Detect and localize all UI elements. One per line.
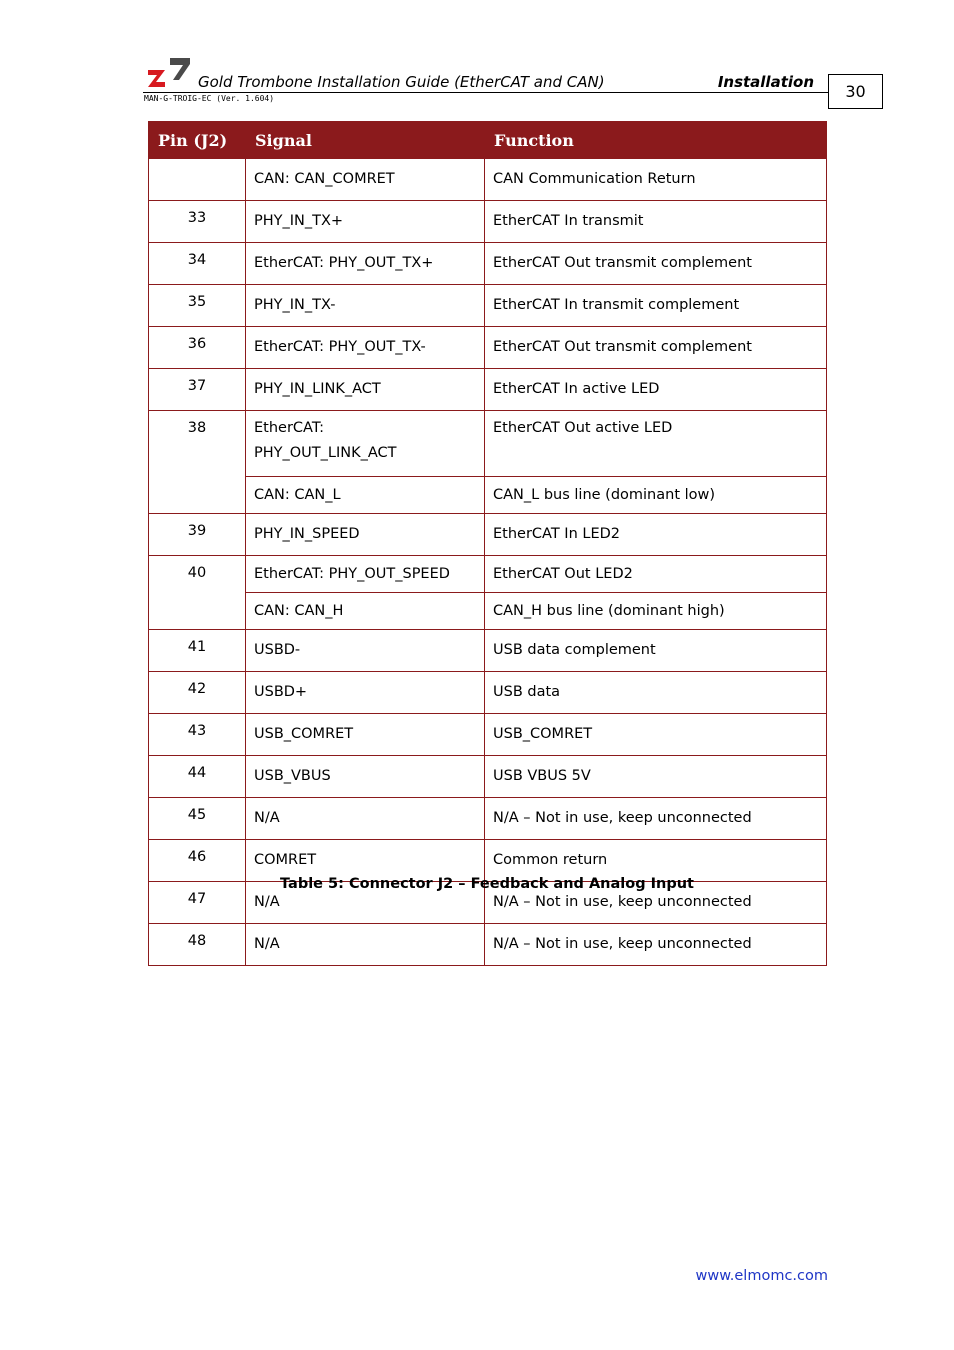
table-row xyxy=(149,672,827,714)
pin-cell: 42 xyxy=(149,672,246,714)
pin-cell: 43 xyxy=(149,714,246,756)
table-row xyxy=(149,593,827,630)
signal-cell xyxy=(246,411,485,477)
table-row xyxy=(149,630,827,672)
table-row xyxy=(149,798,827,840)
signal-cell: PHY_IN_TX+ xyxy=(246,201,485,243)
signal-cell: PHY_IN_LINK_ACT xyxy=(246,369,485,411)
pin-cell: 44 xyxy=(149,756,246,798)
pin-cell: 35 xyxy=(149,285,246,327)
pin-cell: 41 xyxy=(149,630,246,672)
function-cell: CAN_L bus line (dominant low) xyxy=(485,477,827,514)
pin-cell: 33 xyxy=(149,201,246,243)
table-row xyxy=(149,159,827,201)
pin-cell: 37 xyxy=(149,369,246,411)
signal-cell: EtherCAT: PHY_OUT_TX- xyxy=(246,327,485,369)
function-cell: USB_COMRET xyxy=(485,714,827,756)
pin-cell: 48 xyxy=(149,924,246,966)
signal-cell: N/A xyxy=(246,798,485,840)
signal-line: EtherCAT: xyxy=(254,420,324,436)
signal-cell: USB_VBUS xyxy=(246,756,485,798)
page-number: 30 xyxy=(828,74,883,109)
column-header-pin: Pin (J2) xyxy=(149,122,246,159)
function-cell: USB data xyxy=(485,672,827,714)
table-row xyxy=(149,369,827,411)
signal-cell: PHY_IN_TX- xyxy=(246,285,485,327)
signal-cell: USBD- xyxy=(246,630,485,672)
pin-cell: 40 xyxy=(149,556,246,630)
pin-cell: 36 xyxy=(149,327,246,369)
function-cell: USB VBUS 5V xyxy=(485,756,827,798)
pin-cell: 38 xyxy=(149,411,246,514)
elmo-logo-icon xyxy=(148,58,190,88)
function-cell: EtherCAT Out active LED xyxy=(485,411,827,477)
function-cell: N/A – Not in use, keep unconnected xyxy=(485,882,827,924)
signal-cell: COMRET xyxy=(246,840,485,882)
pin-cell xyxy=(149,159,246,201)
signal-line: PHY_OUT_LINK_ACT xyxy=(254,445,397,461)
function-cell: CAN Communication Return xyxy=(485,159,827,201)
signal-cell: CAN: CAN_H xyxy=(246,593,485,630)
function-cell: EtherCAT In LED2 xyxy=(485,514,827,556)
table-row xyxy=(149,514,827,556)
signal-cell: EtherCAT: PHY_OUT_TX+ xyxy=(246,243,485,285)
function-cell: Common return xyxy=(485,840,827,882)
signal-cell: USBD+ xyxy=(246,672,485,714)
table-row xyxy=(149,556,827,593)
document-title: Gold Trombone Installation Guide (EtherCAT and CAN) xyxy=(198,73,605,91)
section-label: Installation xyxy=(717,73,814,91)
function-cell: N/A – Not in use, keep unconnected xyxy=(485,798,827,840)
signal-cell: N/A xyxy=(246,882,485,924)
function-cell: N/A – Not in use, keep unconnected xyxy=(485,924,827,966)
signal-cell: CAN: CAN_L xyxy=(246,477,485,514)
signal-cell: EtherCAT: PHY_OUT_SPEED xyxy=(246,556,485,593)
pin-cell: 45 xyxy=(149,798,246,840)
signal-cell: PHY_IN_SPEED xyxy=(246,514,485,556)
document-id: MAN-G-TROIG-EC (Ver. 1.604) xyxy=(144,94,275,103)
signal-cell: USB_COMRET xyxy=(246,714,485,756)
function-cell: CAN_H bus line (dominant high) xyxy=(485,593,827,630)
table-header-row xyxy=(149,122,827,159)
table-row xyxy=(149,411,827,477)
pin-cell: 47 xyxy=(149,882,246,924)
connector-j2-table xyxy=(148,121,827,966)
header-divider xyxy=(143,92,828,93)
function-cell: EtherCAT In transmit complement xyxy=(485,285,827,327)
signal-cell: CAN: CAN_COMRET xyxy=(246,159,485,201)
pin-cell: 39 xyxy=(149,514,246,556)
function-cell: EtherCAT In transmit xyxy=(485,201,827,243)
table-row xyxy=(149,714,827,756)
website-link[interactable]: www.elmomc.com xyxy=(695,1268,828,1284)
column-header-function: Function xyxy=(485,122,827,159)
table-row xyxy=(149,924,827,966)
function-cell: EtherCAT In active LED xyxy=(485,369,827,411)
table-row xyxy=(149,756,827,798)
table-caption: Table 5: Connector J2 – Feedback and Analog Input xyxy=(280,876,694,892)
function-cell: USB data complement xyxy=(485,630,827,672)
pin-cell: 34 xyxy=(149,243,246,285)
column-header-signal: Signal xyxy=(246,122,485,159)
function-cell: EtherCAT Out transmit complement xyxy=(485,243,827,285)
signal-cell: N/A xyxy=(246,924,485,966)
function-cell: EtherCAT Out LED2 xyxy=(485,556,827,593)
table-row xyxy=(149,201,827,243)
function-cell: EtherCAT Out transmit complement xyxy=(485,327,827,369)
table-row xyxy=(149,477,827,514)
table-row xyxy=(149,327,827,369)
table-row xyxy=(149,243,827,285)
table-row xyxy=(149,285,827,327)
pin-cell: 46 xyxy=(149,840,246,882)
